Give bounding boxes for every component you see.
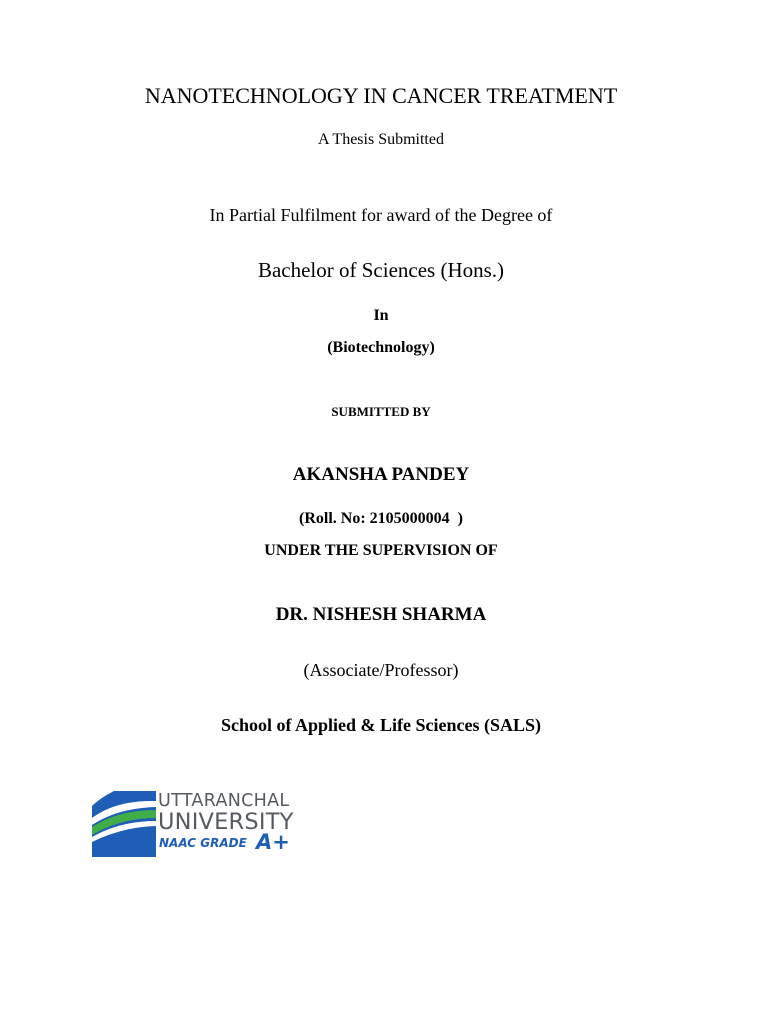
author-name: AKANSHA PANDEY [292,464,470,485]
school-name: School of Applied & Life Sciences (SALS) [220,715,542,735]
logo-grade-value: A+ [256,830,290,854]
logo-text-line1: UTTARANCHAL [158,791,290,811]
supervisor-designation: (Associate/Professor) [303,660,459,680]
degree-name: Bachelor of Sciences (Hons.) [257,258,505,282]
thesis-title: NANOTECHNOLOGY IN CANCER TREATMENT [144,83,618,108]
logo-grade-label: NAAC GRADE [159,836,247,850]
subject-name: (Biotechnology) [327,339,435,356]
thesis-subtitle: A Thesis Submitted [318,131,444,148]
partial-fulfilment-text: In Partial Fulfilment for award of the Degree of [209,205,553,225]
logo-swoosh-icon [92,788,158,860]
submitted-by-label: SUBMITTED BY [331,404,431,419]
logo-text-line2: UNIVERSITY [158,809,294,835]
roll-number: (Roll. No: 2105000004 ) [299,510,463,527]
supervision-label: UNDER THE SUPERVISION OF [264,542,498,559]
supervisor-name: DR. NISHESH SHARMA [275,604,487,625]
in-label: In [373,307,389,324]
university-logo [92,788,292,860]
